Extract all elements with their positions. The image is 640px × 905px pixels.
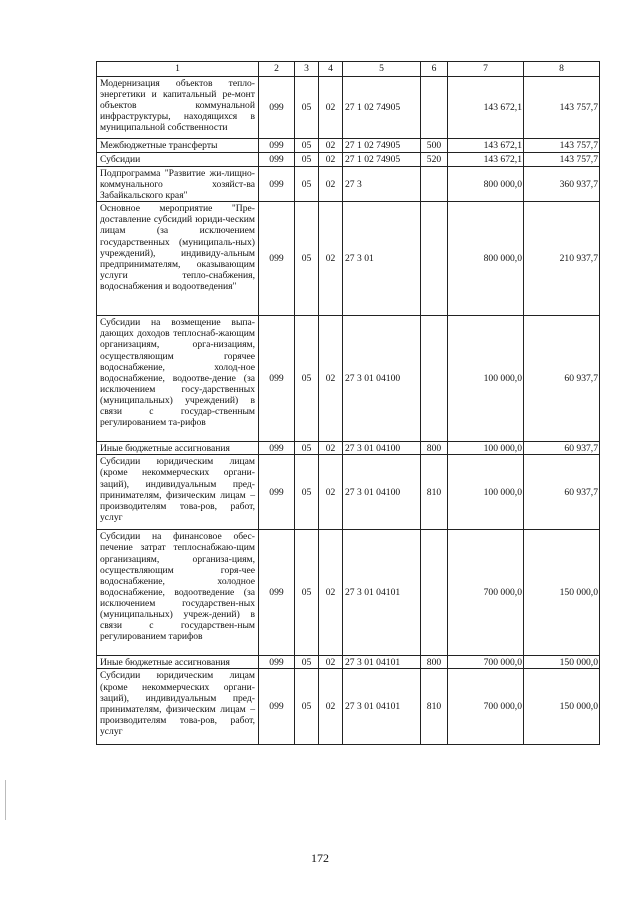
row-value-cell: 02 [319,167,343,202]
row-value-cell: 143 757,7 [524,153,600,167]
row-value-cell: 05 [295,202,319,316]
row-name-cell: Субсидии [97,153,259,167]
row-value-cell [421,316,448,442]
row-value-cell: 500 [421,139,448,153]
row-value-cell: 05 [295,442,319,455]
row-value-cell: 143 757,7 [524,77,600,139]
table-row [97,153,600,167]
row-value-cell: 05 [295,316,319,442]
row-value-cell: 099 [259,316,295,442]
column-header: 1 [97,62,259,77]
row-value-cell: 27 1 02 74905 [343,77,421,139]
row-value-cell [421,202,448,316]
row-value-cell: 27 3 01 04101 [343,669,421,745]
row-value-cell: 700 000,0 [448,530,524,656]
column-header: 8 [524,62,600,77]
row-value-cell: 02 [319,656,343,669]
row-value-cell: 143 757,7 [524,139,600,153]
row-value-cell: 150 000,0 [524,669,600,745]
row-value-cell: 100 000,0 [448,316,524,442]
row-value-cell: 800 [421,442,448,455]
row-value-cell: 27 3 01 04100 [343,316,421,442]
row-value-cell: 099 [259,455,295,530]
row-value-cell: 143 672,1 [448,153,524,167]
row-name-cell: Иные бюджетные ассигнования [97,656,259,669]
row-value-cell [421,530,448,656]
table-row [97,139,600,153]
row-value-cell [421,167,448,202]
row-value-cell: 099 [259,530,295,656]
row-name-cell: Основное мероприятие "Пре-доставление субсидий юриди-ческим лицам (за исключением государственных (муниципаль-ных) учреждений), индивиду-альным предпринимателям, оказывающим услуги тепло-снабжения, водоснабжения и водоотведения" [97,202,259,316]
row-value-cell: 02 [319,455,343,530]
row-value-cell: 27 3 01 04101 [343,656,421,669]
row-value-cell: 02 [319,202,343,316]
row-value-cell: 700 000,0 [448,669,524,745]
row-value-cell: 143 672,1 [448,77,524,139]
table-row [97,530,600,656]
row-name-cell: Подпрограмма "Развитие жи-лищно-коммунального хозяйст-ва Забайкальского края" [97,167,259,202]
row-value-cell: 099 [259,442,295,455]
row-value-cell: 02 [319,530,343,656]
row-name-cell: Субсидии юридическим лицам (кроме некоммерческих органи-заций), индивидуальным пред-принимателям, физическим лицам – производителям това-ров, работ, услуг [97,669,259,745]
row-value-cell: 27 3 01 04100 [343,455,421,530]
row-name-cell: Иные бюджетные ассигнования [97,442,259,455]
row-value-cell: 810 [421,455,448,530]
row-value-cell: 05 [295,530,319,656]
row-value-cell: 05 [295,167,319,202]
row-value-cell: 143 672,1 [448,139,524,153]
row-value-cell: 099 [259,77,295,139]
row-name-cell: Субсидии юридическим лицам (кроме некоммерческих органи-заций), индивидуальным пред-принимателям, физическим лицам – производителям това-ров, работ, услуг [97,455,259,530]
header-row [97,62,600,77]
row-value-cell: 099 [259,167,295,202]
row-value-cell: 05 [295,455,319,530]
table-row [97,442,600,455]
row-value-cell: 27 3 01 [343,202,421,316]
row-value-cell: 05 [295,139,319,153]
row-value-cell: 800 [421,656,448,669]
scan-mark [5,780,6,820]
table-body [97,77,600,745]
row-value-cell: 27 3 01 04101 [343,530,421,656]
row-value-cell: 100 000,0 [448,455,524,530]
row-value-cell: 27 1 02 74905 [343,153,421,167]
budget-table [96,61,600,745]
column-header: 6 [421,62,448,77]
row-value-cell: 099 [259,669,295,745]
row-value-cell: 05 [295,77,319,139]
column-header: 3 [295,62,319,77]
row-value-cell: 099 [259,202,295,316]
row-name-cell: Модернизация объектов тепло-энергетики и капитальный ре-монт объектов коммунальной инфраструктуры, находящихся в муниципальной собственности [97,77,259,139]
row-value-cell: 60 937,7 [524,442,600,455]
row-value-cell: 700 000,0 [448,656,524,669]
table-row [97,77,600,139]
row-value-cell: 360 937,7 [524,167,600,202]
row-value-cell: 05 [295,669,319,745]
table-row [97,202,600,316]
page-number: 172 [311,851,329,865]
row-value-cell: 520 [421,153,448,167]
row-value-cell: 05 [295,656,319,669]
row-value-cell: 02 [319,669,343,745]
column-header: 5 [343,62,421,77]
row-value-cell: 27 1 02 74905 [343,139,421,153]
column-header: 7 [448,62,524,77]
row-name-cell: Субсидии на финансовое обес-печение затрат теплоснабжаю-щим организациям, организа-циям, осуществляющим горя-чее водоснабжение, холодное водоснабжение, водоотведение (за исключением государствен-ных (муниципальных) учреж-дений) в связи с государствен-ным регулированием тарифов [97,530,259,656]
row-value-cell: 02 [319,77,343,139]
table-row [97,669,600,745]
row-value-cell: 800 000,0 [448,167,524,202]
row-value-cell: 02 [319,442,343,455]
row-value-cell: 27 3 [343,167,421,202]
row-value-cell: 02 [319,139,343,153]
row-value-cell: 02 [319,316,343,442]
row-value-cell: 099 [259,153,295,167]
row-value-cell: 05 [295,153,319,167]
row-value-cell: 810 [421,669,448,745]
row-value-cell: 800 000,0 [448,202,524,316]
row-value-cell: 150 000,0 [524,656,600,669]
row-value-cell: 60 937,7 [524,316,600,442]
column-header: 4 [319,62,343,77]
row-name-cell: Межбюджетные трансферты [97,139,259,153]
row-value-cell: 099 [259,656,295,669]
row-value-cell: 27 3 01 04100 [343,442,421,455]
row-name-cell: Субсидии на возмещение выпа-дающих доходов теплоснаб-жающим организациям, орга-низациям, осуществляющим горячее водоснабжение, холод-ное водоснабжение, водоотве-дение (за исключением госу-дарственных (муниципальных) учреждений) в связи с государ-ственным регулированием та-рифов [97,316,259,442]
table-row [97,656,600,669]
row-value-cell: 210 937,7 [524,202,600,316]
row-value-cell: 60 937,7 [524,455,600,530]
column-header: 2 [259,62,295,77]
row-value-cell: 100 000,0 [448,442,524,455]
table-row [97,455,600,530]
table-row [97,316,600,442]
row-value-cell: 02 [319,153,343,167]
row-value-cell: 099 [259,139,295,153]
table-row [97,167,600,202]
row-value-cell [421,77,448,139]
row-value-cell: 150 000,0 [524,530,600,656]
